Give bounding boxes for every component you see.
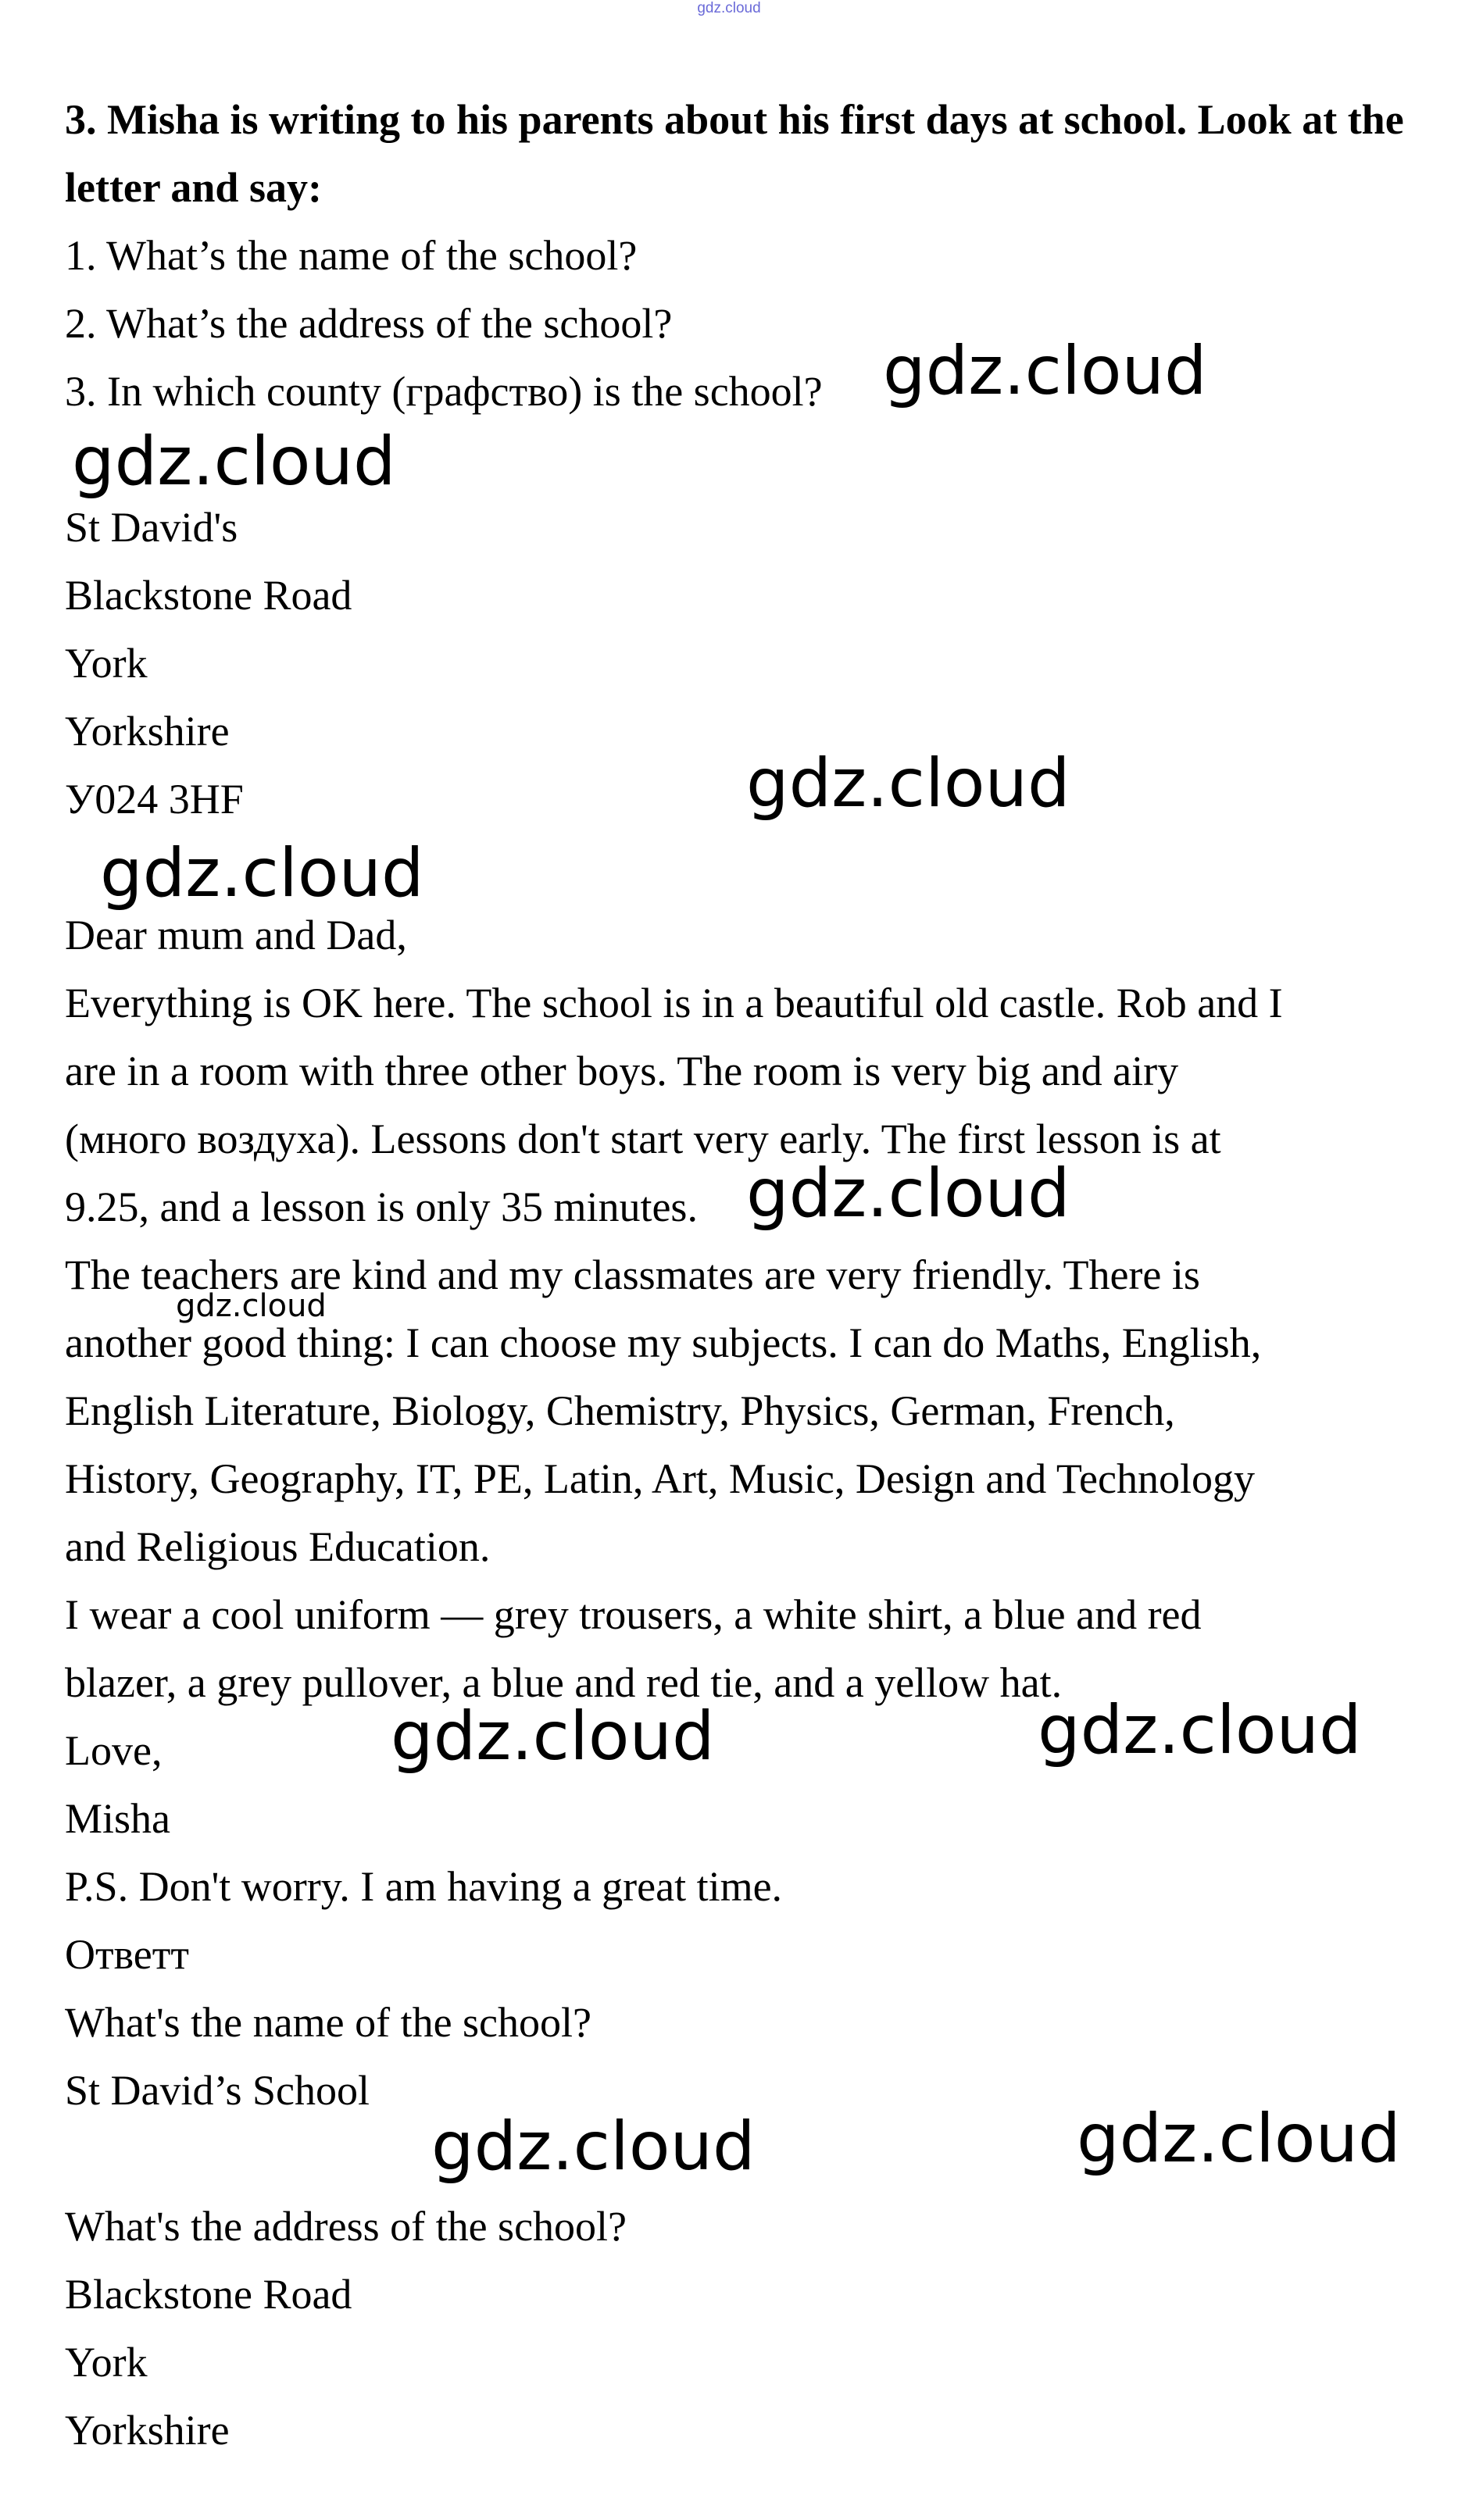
site-mark: gdz.cloud — [697, 0, 761, 16]
answer-question-2: What's the address of the school? — [65, 2203, 627, 2250]
watermark: gdz.cloud — [72, 423, 396, 501]
letter-signature: Misha — [65, 1795, 170, 1842]
answer-2-line: York — [65, 2339, 148, 2386]
letter-body-line: English Literature, Biology, Chemistry, Physics, German, French, — [65, 1387, 1175, 1434]
letter-body-line: 9.25, and a lesson is only 35 minutes. — [65, 1183, 698, 1230]
watermark: gdz.cloud — [176, 1288, 327, 1324]
postcode: У024 3HF — [65, 776, 244, 823]
letter-greeting: Dear mum and Dad, — [65, 912, 407, 958]
answer-2-line: Blackstone Road — [65, 2271, 352, 2318]
answer-2-line: Yorkshire — [65, 2407, 230, 2454]
letter-body-line: are in a room with three other boys. The room is very big and airy — [65, 1048, 1179, 1094]
letter-body-line: blazer, a grey pullover, a blue and red tie, and a yellow hat. — [65, 1659, 1063, 1706]
address-line: Yorkshire — [65, 708, 230, 755]
address-line: St David's — [65, 504, 238, 551]
letter-body-line: I wear a cool uniform — grey trousers, a white shirt, a blue and red — [65, 1591, 1202, 1638]
letter-body-line: The teachers are kind and my classmates are very friendly. There is — [65, 1251, 1200, 1298]
watermark: gdz.cloud — [431, 2108, 756, 2186]
watermark: gdz.cloud — [746, 744, 1070, 823]
letter-body-line: and Religious Education. — [65, 1523, 491, 1570]
answer-label: Ответт — [65, 1931, 189, 1978]
watermark: gdz.cloud — [391, 1697, 715, 1776]
letter-body-line: History, Geography, IT, PE, Latin, Art, Music, Design and Technology — [65, 1455, 1255, 1502]
answer-1: St David’s School — [65, 2067, 370, 2114]
letter-body-line: Everything is OK here. The school is in a beautiful old castle. Rob and I — [65, 980, 1283, 1026]
watermark: gdz.cloud — [100, 834, 424, 912]
question-1: 1. What’s the name of the school? — [65, 232, 638, 279]
watermark: gdz.cloud — [1038, 1691, 1362, 1769]
question-3: 3. In which county (графство) is the school? — [65, 368, 823, 415]
letter-postscript: P.S. Don't worry. I am having a great time. — [65, 1863, 783, 1910]
task-heading: 3. Misha is writing to his parents about his first days at school. Look at the letter and say: — [65, 96, 1404, 211]
address-line: York — [65, 640, 148, 687]
letter-body-line: another good thing: I can choose my subjects. I can do Maths, English, — [65, 1319, 1262, 1366]
answer-question-1: What's the name of the school? — [65, 1999, 591, 2046]
letter-body-line: (много воздуха). Lessons don't start very early. The first lesson is at — [65, 1115, 1221, 1162]
question-2: 2. What’s the address of the school? — [65, 300, 673, 347]
watermark: gdz.cloud — [746, 1155, 1070, 1233]
address-line: Blackstone Road — [65, 572, 352, 619]
letter-closing: Love, — [65, 1727, 163, 1774]
watermark: gdz.cloud — [1077, 2100, 1401, 2178]
watermark: gdz.cloud — [883, 332, 1207, 410]
